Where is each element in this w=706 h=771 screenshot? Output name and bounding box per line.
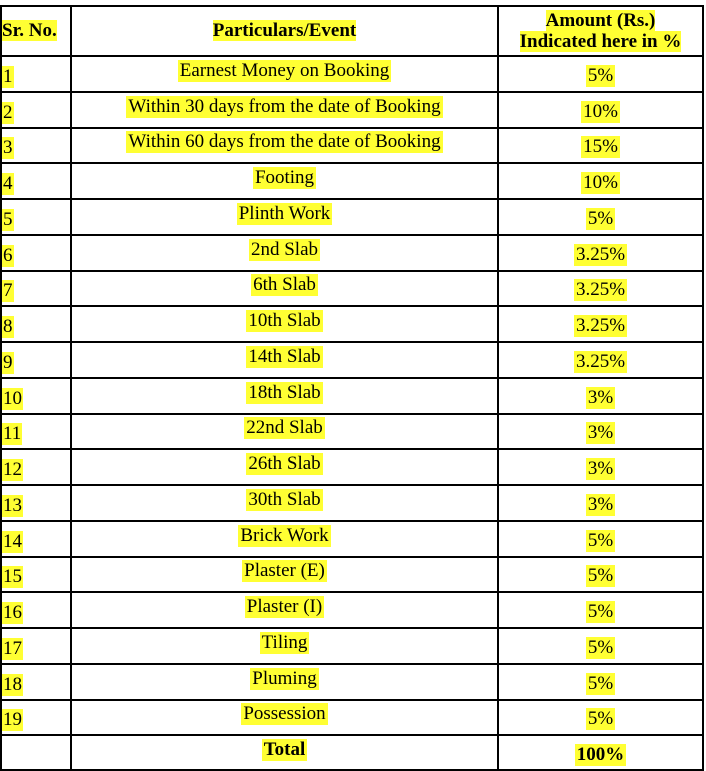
sr-no: 6 — [3, 244, 13, 266]
sr-no-cell — [1, 664, 71, 700]
table-row — [1, 342, 703, 378]
event-label: Possession — [243, 703, 326, 725]
amount-value: 5% — [587, 565, 614, 587]
table-row — [1, 235, 703, 271]
amount-cell — [498, 557, 703, 593]
sr-no: 12 — [3, 459, 22, 481]
amount-cell — [498, 378, 703, 414]
amount-cell — [498, 235, 703, 271]
sr-no: 17 — [3, 637, 22, 659]
amount-cell — [498, 163, 703, 199]
event-label: 6th Slab — [253, 274, 316, 296]
sr-no-cell — [1, 449, 71, 485]
sr-no-cell — [1, 592, 71, 628]
payment-schedule-table — [0, 5, 704, 771]
amount-cell — [498, 700, 703, 736]
table-row — [1, 56, 703, 92]
table-row — [1, 664, 703, 700]
amount-cell — [498, 485, 703, 521]
sr-no: 9 — [3, 351, 13, 373]
amount-value: 3% — [587, 458, 614, 480]
table-row — [1, 700, 703, 736]
event-cell — [71, 700, 498, 736]
table-row — [1, 199, 703, 235]
amount-value: 5% — [587, 708, 614, 730]
amount-value: 3% — [587, 386, 614, 408]
amount-value: 5% — [587, 636, 614, 658]
amount-value: 5% — [587, 672, 614, 694]
sr-no-cell — [1, 92, 71, 128]
amount-value: 10% — [583, 172, 618, 194]
sr-no: 4 — [3, 173, 13, 195]
sr-no-cell — [1, 199, 71, 235]
amount-value: 5% — [587, 64, 614, 86]
event-cell — [71, 378, 498, 414]
sr-no-cell — [1, 557, 71, 593]
amount-value: 3.25% — [575, 350, 626, 372]
total-label-cell — [71, 735, 498, 770]
sr-no: 19 — [3, 709, 22, 731]
amount-value: 3% — [587, 493, 614, 515]
event-label: Pluming — [252, 667, 317, 689]
amount-value: 3.25% — [575, 279, 626, 301]
event-label: 2nd Slab — [250, 238, 319, 260]
sr-no-cell — [1, 342, 71, 378]
header-particulars: Particulars/Event — [71, 6, 498, 56]
sr-no: 1 — [3, 65, 13, 87]
event-cell — [71, 592, 498, 628]
event-label: 22nd Slab — [246, 417, 323, 439]
event-label: 10th Slab — [248, 310, 321, 332]
event-cell — [71, 271, 498, 307]
table-row — [1, 163, 703, 199]
event-label: Within 60 days from the date of Booking — [128, 131, 441, 153]
sr-no-cell — [1, 521, 71, 557]
event-cell — [71, 628, 498, 664]
event-label: 14th Slab — [248, 345, 321, 367]
sr-no-cell — [1, 628, 71, 664]
table-row — [1, 378, 703, 414]
amount-cell — [498, 128, 703, 164]
header-amount — [498, 6, 703, 56]
amount-cell — [498, 199, 703, 235]
event-cell — [71, 128, 498, 164]
header-sr-no: Sr. No. — [1, 6, 71, 56]
sr-no: 18 — [3, 673, 22, 695]
event-cell — [71, 199, 498, 235]
amount-value: 5% — [587, 529, 614, 551]
total-row — [1, 735, 703, 770]
total-label: Total — [263, 738, 306, 760]
sr-no: 13 — [3, 494, 22, 516]
event-cell — [71, 414, 498, 450]
amount-value: 3% — [587, 422, 614, 444]
sr-no-cell — [1, 306, 71, 342]
event-cell — [71, 92, 498, 128]
event-label: Plinth Work — [238, 202, 331, 224]
sr-no-cell — [1, 235, 71, 271]
event-cell — [71, 664, 498, 700]
amount-cell — [498, 521, 703, 557]
sr-no-cell — [1, 163, 71, 199]
event-cell — [71, 449, 498, 485]
sr-no-cell — [1, 128, 71, 164]
amount-value: 5% — [587, 207, 614, 229]
event-label: 30th Slab — [248, 488, 321, 510]
sr-no: 11 — [3, 423, 22, 445]
event-cell — [71, 521, 498, 557]
sr-no-cell — [1, 271, 71, 307]
schedule-rows — [1, 56, 703, 735]
header-amount-line1: Amount (Rs.) — [545, 10, 656, 31]
sr-no: 2 — [3, 101, 13, 123]
event-cell — [71, 342, 498, 378]
table-row — [1, 592, 703, 628]
amount-cell — [498, 92, 703, 128]
table-row — [1, 628, 703, 664]
sr-no: 3 — [3, 137, 13, 159]
amount-value: 10% — [583, 100, 618, 122]
event-label: Within 30 days from the date of Booking — [128, 95, 441, 117]
event-label: Earnest Money on Booking — [179, 59, 390, 81]
sr-no: 10 — [3, 387, 22, 409]
event-label: Tiling — [261, 631, 308, 653]
table-row — [1, 485, 703, 521]
total-amount-cell — [498, 735, 703, 770]
amount-value: 5% — [587, 601, 614, 623]
event-label: Brick Work — [240, 524, 329, 546]
amount-cell — [498, 664, 703, 700]
event-cell — [71, 306, 498, 342]
event-label: 18th Slab — [248, 381, 321, 403]
amount-cell — [498, 306, 703, 342]
total-amount: 100% — [576, 743, 625, 765]
table-row — [1, 128, 703, 164]
event-label: Plaster (I) — [246, 596, 323, 618]
event-label: Footing — [254, 167, 315, 189]
header-row — [1, 6, 703, 56]
amount-cell — [498, 449, 703, 485]
sr-no-cell — [1, 56, 71, 92]
event-label: Plaster (E) — [244, 560, 325, 582]
amount-value: 3.25% — [575, 315, 626, 337]
header-amount-line2: Indicated here in % — [519, 31, 682, 52]
sr-no: 16 — [3, 602, 22, 624]
event-cell — [71, 235, 498, 271]
table-row — [1, 306, 703, 342]
sr-no: 15 — [3, 566, 22, 588]
amount-cell — [498, 628, 703, 664]
amount-cell — [498, 271, 703, 307]
amount-value: 15% — [583, 136, 618, 158]
sr-no-cell — [1, 378, 71, 414]
sr-no-cell — [1, 485, 71, 521]
sr-no-cell — [1, 414, 71, 450]
sr-no: 14 — [3, 530, 22, 552]
table-row — [1, 449, 703, 485]
amount-cell — [498, 342, 703, 378]
sr-no: 7 — [3, 280, 13, 302]
event-label: 26th Slab — [248, 453, 321, 475]
event-cell — [71, 485, 498, 521]
total-sr-cell — [1, 735, 71, 770]
event-cell — [71, 56, 498, 92]
table-row — [1, 92, 703, 128]
amount-cell — [498, 592, 703, 628]
event-cell — [71, 557, 498, 593]
table-row — [1, 271, 703, 307]
table-row — [1, 557, 703, 593]
amount-cell — [498, 414, 703, 450]
table-row — [1, 521, 703, 557]
amount-value: 3.25% — [575, 243, 626, 265]
sr-no-cell — [1, 700, 71, 736]
event-cell — [71, 163, 498, 199]
amount-cell — [498, 56, 703, 92]
sr-no: 8 — [3, 316, 13, 338]
table-row — [1, 414, 703, 450]
sr-no: 5 — [3, 208, 13, 230]
